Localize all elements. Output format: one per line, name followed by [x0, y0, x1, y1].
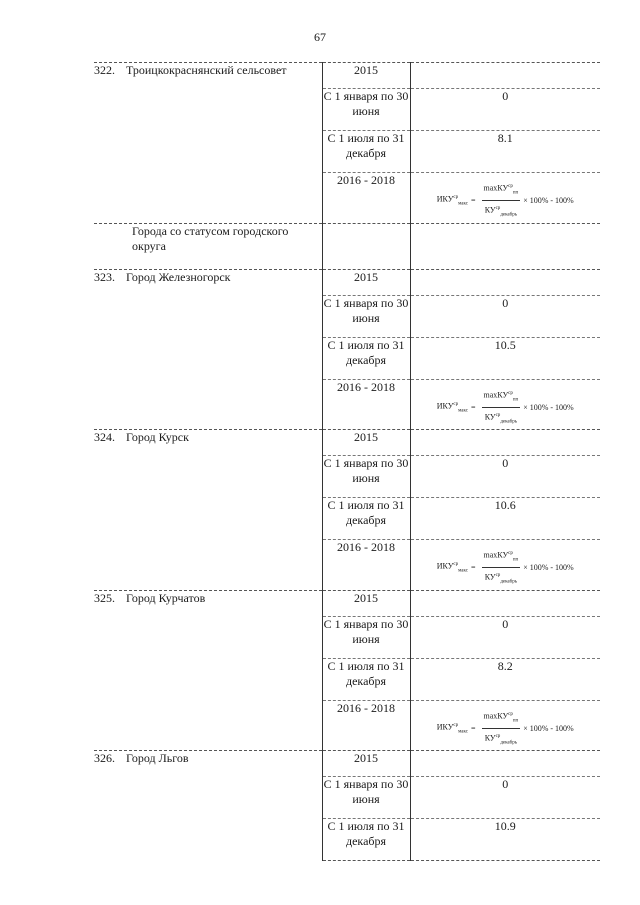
period-cell: С 1 июля по 31 декабря	[322, 337, 410, 379]
row-number: 323.	[94, 269, 115, 284]
period-cell: С 1 июля по 31 декабря	[322, 498, 410, 540]
entity-name: Троицкокраснянский сельсовет	[126, 63, 287, 77]
formula-cell	[410, 173, 600, 224]
value-cell	[410, 430, 600, 456]
table-row	[94, 63, 600, 89]
period-cell: 2015	[322, 430, 410, 456]
period-cell: С 1 января по 30 июня	[322, 616, 410, 658]
value-cell: 0	[410, 777, 600, 819]
period-cell: 2015	[322, 63, 410, 89]
page-number: 67	[314, 30, 326, 44]
value-cell	[410, 63, 600, 89]
period-cell: 2015	[322, 590, 410, 616]
formula: $ИКУ^{ср}_{макс}$ = $\frac{\max КУ^{ср}_{пп}}{КУ^{ср}_{декабрь}}$ × 100% - 100%	[411, 380, 601, 430]
entity-cell	[94, 63, 322, 224]
period-cell: 2015	[322, 751, 410, 777]
value-cell: 8.2	[410, 658, 600, 700]
period-cell: 2016 - 2018	[322, 700, 410, 751]
formula-cell	[410, 700, 600, 751]
entity-cell	[94, 751, 322, 861]
entity-name: Город Железногорск	[126, 269, 231, 284]
value-cell	[410, 223, 600, 269]
formula-cell	[410, 540, 600, 591]
row-number: 325.	[94, 590, 115, 605]
value-cell: 0	[410, 456, 600, 498]
period-cell: С 1 июля по 31 декабря	[322, 658, 410, 700]
period-cell: С 1 июля по 31 декабря	[322, 131, 410, 173]
row-number: 324.	[94, 430, 115, 444]
period-cell: С 1 июля по 31 декабря	[322, 819, 410, 861]
entity-name: Город Льгов	[126, 751, 189, 765]
period-cell: С 1 января по 30 июня	[322, 89, 410, 131]
table-row	[94, 751, 600, 777]
value-cell: 0	[410, 89, 600, 131]
value-cell: 10.5	[410, 337, 600, 379]
table-row	[94, 269, 600, 295]
entity-cell	[94, 590, 322, 751]
period-cell: 2016 - 2018	[322, 540, 410, 591]
period-cell: С 1 января по 30 июня	[322, 777, 410, 819]
formula: $ИКУ^{ср}_{макс}$ = $\frac{\max КУ^{ср}_{пп}}{КУ^{ср}_{декабрь}}$ × 100% - 100%	[411, 540, 601, 590]
formula: $ИКУ^{ср}_{макс}$ = $\frac{\max КУ^{ср}_{пп}}{КУ^{ср}_{декабрь}}$ × 100% - 100%	[411, 173, 601, 223]
value-cell: 10.6	[410, 498, 600, 540]
period-cell: С 1 января по 30 июня	[322, 456, 410, 498]
period-cell: 2016 - 2018	[322, 173, 410, 224]
value-cell	[410, 590, 600, 616]
formula: $ИКУ^{ср}_{макс}$ = $\frac{\max КУ^{ср}_{пп}}{КУ^{ср}_{декабрь}}$ × 100% - 100%	[411, 701, 601, 751]
table-row	[94, 590, 600, 616]
table-row	[94, 430, 600, 456]
entity-name: Город Курск	[126, 430, 189, 444]
formula-cell	[410, 379, 600, 430]
table-row	[94, 223, 600, 269]
value-cell	[410, 269, 600, 295]
value-cell: 8.1	[410, 131, 600, 173]
period-cell: С 1 января по 30 июня	[322, 295, 410, 337]
section-heading: Города со статусом городского округа	[94, 223, 322, 269]
value-cell	[410, 751, 600, 777]
row-number: 326.	[94, 751, 115, 765]
row-number: 322.	[94, 63, 115, 77]
period-cell: 2015	[322, 269, 410, 295]
period-cell	[322, 223, 410, 269]
entity-name: Город Курчатов	[126, 590, 206, 605]
value-cell: 0	[410, 295, 600, 337]
entity-cell	[94, 269, 322, 430]
value-cell: 0	[410, 616, 600, 658]
period-cell: 2016 - 2018	[322, 379, 410, 430]
entity-cell	[94, 430, 322, 591]
tariff-index-table	[94, 62, 600, 861]
value-cell: 10.9	[410, 819, 600, 861]
